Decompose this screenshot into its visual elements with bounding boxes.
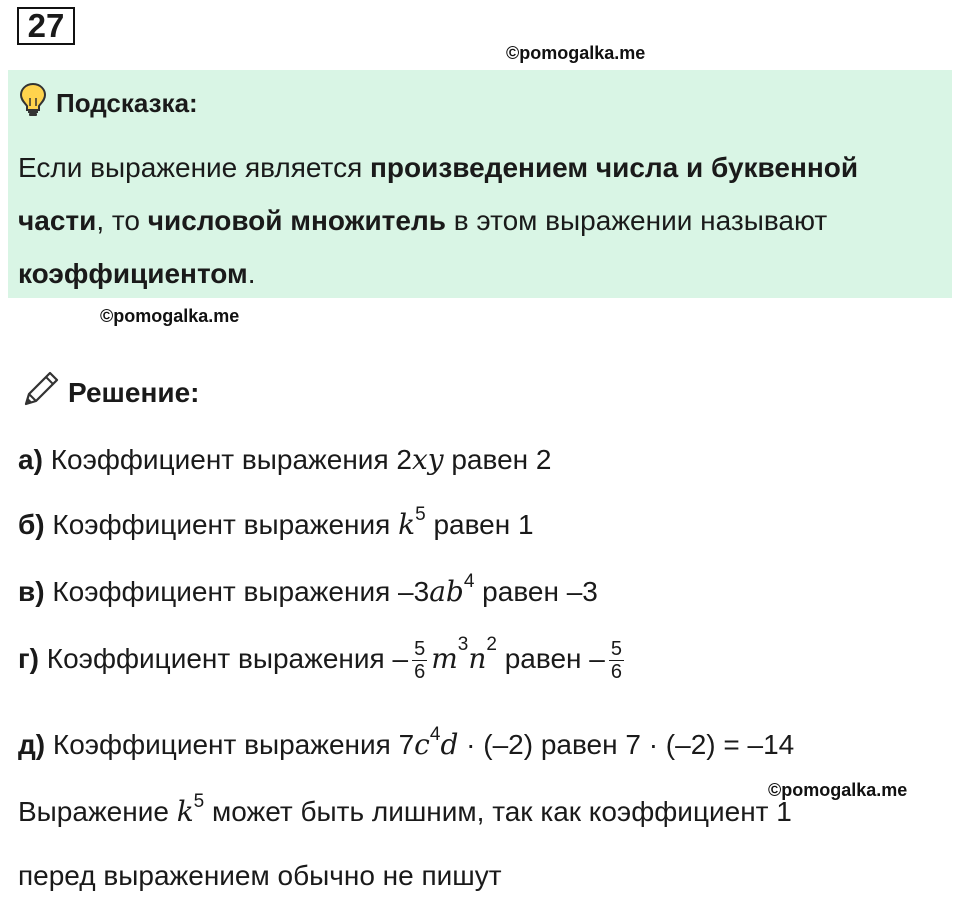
item-text: Коэффициент выражения: [52, 729, 391, 760]
denominator: 6: [414, 661, 426, 683]
hint-text-part: в этом выражении называют: [445, 205, 828, 236]
note-line-1: [18, 791, 792, 828]
fraction: [609, 638, 624, 683]
item-result: равен –3: [482, 576, 598, 607]
item-result: равен 2: [451, 444, 552, 475]
item-letter: г): [18, 642, 39, 674]
solution-item-b: [18, 504, 534, 541]
solution-item-g: [18, 634, 628, 683]
task-number: 27: [17, 7, 75, 45]
numerator: 5: [414, 638, 426, 660]
item-letter: в): [18, 576, 45, 607]
fraction: [412, 638, 427, 683]
item-letter: б): [18, 509, 45, 540]
variable: k: [176, 795, 194, 828]
hint-bold-term: числовой множитель: [147, 205, 446, 236]
hint-header: [18, 82, 198, 125]
hint-bold-term: коэффициентом: [18, 258, 248, 289]
watermark: ©pomogalka.me: [768, 780, 908, 800]
coef: 7: [398, 729, 415, 760]
exponent: 5: [193, 791, 205, 812]
item-letter: а): [18, 444, 43, 475]
watermark: ©pomogalka.me: [100, 306, 240, 326]
variables: ab: [429, 575, 464, 608]
item-text: Коэффициент выражения: [52, 576, 391, 607]
variable: c: [414, 728, 430, 761]
exponent: 4: [463, 571, 475, 592]
solution-header: [20, 368, 199, 417]
variable: k: [398, 508, 416, 541]
item-text: Коэффициент выражения: [46, 642, 385, 674]
note-text: Выражение: [18, 796, 177, 827]
exponent: 5: [415, 504, 426, 525]
coef: –3: [398, 576, 430, 607]
lightbulb-icon: [18, 82, 48, 125]
variable: n: [468, 641, 487, 675]
coef: 2: [396, 444, 412, 475]
sign: –: [392, 642, 409, 674]
item-letter: д): [18, 729, 46, 760]
item-result: равен –: [504, 642, 605, 674]
solution-item-v: [18, 571, 598, 608]
item-result: равен 1: [433, 509, 534, 540]
numerator: 5: [610, 638, 622, 660]
hint-text-part: .: [247, 258, 256, 289]
hint-title: Подсказка:: [56, 88, 198, 118]
denominator: 6: [610, 661, 622, 683]
hint-text-part: , то: [96, 205, 148, 236]
note-line-2: перед выражением обычно не пишут: [18, 860, 502, 891]
item-text: Коэффициент выражения: [52, 509, 391, 540]
hint-bold-term: произведением числа и буквенной части: [18, 152, 859, 236]
note-text: может быть лишним, так как коэффициент 1: [204, 796, 792, 827]
variable: d: [440, 728, 459, 761]
solution-title: Решение:: [68, 376, 200, 408]
pencil-icon: [20, 368, 62, 417]
variables: xy: [411, 443, 444, 476]
item-text: Коэффициент выражения: [50, 444, 389, 475]
exponent: 3: [457, 634, 469, 655]
exponent: 4: [429, 724, 441, 745]
exponent: 2: [486, 634, 497, 655]
item-result: · (–2) равен 7 · (–2) = –14: [458, 729, 795, 760]
solution-item-d: [18, 724, 795, 761]
watermark: ©pomogalka.me: [506, 43, 646, 63]
hint-text-part: Если выражение является: [18, 152, 371, 183]
variable: m: [431, 641, 458, 675]
hint-text: [18, 141, 938, 300]
solution-item-a: [18, 443, 551, 476]
